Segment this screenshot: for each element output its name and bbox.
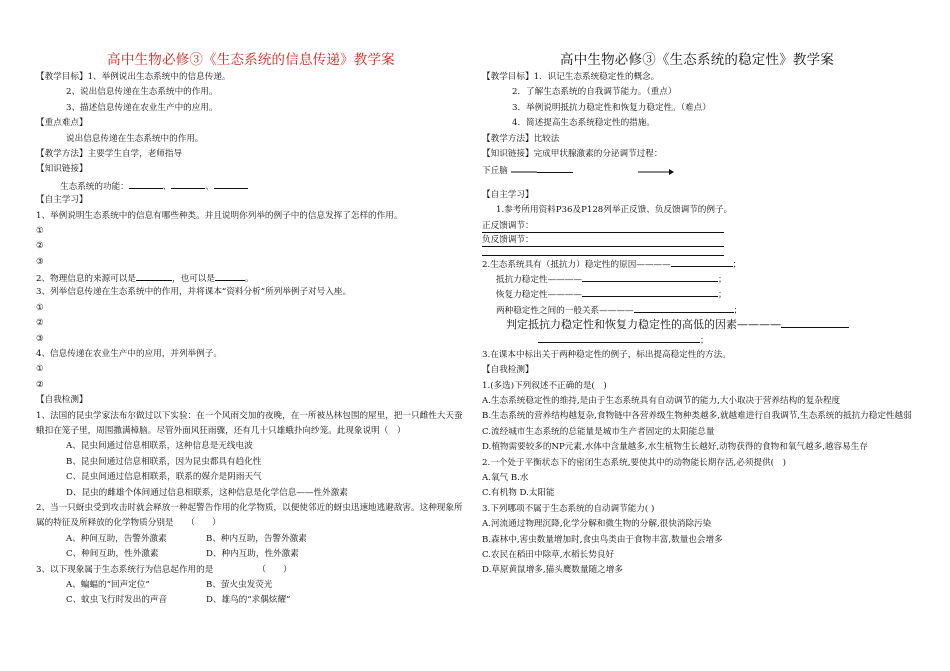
right-s2b: 恢复力稳定性———— ； (482, 286, 912, 301)
right-title: 高中生物必修③《生态系统的稳定性》教学案 (560, 52, 834, 68)
blank (214, 178, 248, 189)
left-q1-mark-1: ① (36, 225, 44, 236)
left-self-heading: 【自主学习】 (36, 195, 88, 206)
brain-label: 下丘脑 (482, 166, 508, 177)
left-c1-b: B、昆虫间通过信息相联系，因为昆虫都具有趋化性 (66, 456, 262, 467)
left-title: 高中生物必修③《生态系统的信息传递》教学案 (107, 52, 395, 68)
right-s1: 1.参考所用资料P36及P128列举正反馈、负反馈调节的例子。 (496, 205, 733, 216)
right-s2c: 两种稳定性之间的一般关系———— ； (482, 302, 912, 317)
left-goal-1: 【教学目标】1、举例说出生态系统中的信息传递。 (36, 72, 231, 82)
left-q4-mark-2: ② (36, 379, 44, 390)
right-pos-feedback: 正反馈调节： (482, 219, 724, 233)
right-self-heading: 【自主学习】 (482, 189, 534, 200)
right-k3-a: A.河流通过物理沉降,化学分解和微生物的分解,很快消除污染 (482, 519, 712, 530)
left-c2: 2、当一只蚜虫受到攻击时就会释放一种起警告作用的化学物质，以便使邻近的蚜虫迅速地逃避敌害。这种现象所属的特征及所释放的化学物质分别是 （ ） (36, 502, 463, 529)
left-q3: 3、列举信息传递在生态系统中的作用，并将课本“资料分析”所列举例子对号入座。 (36, 287, 352, 298)
left-c1-c: C、昆虫间通过信息相联系，联系的媒介是阴雨天气 (66, 472, 262, 483)
left-key-heading: 【重点难点】 (36, 118, 88, 129)
left-q1-mark-2: ② (36, 241, 44, 252)
left-q3-mark-2: ② (36, 318, 44, 329)
left-q4-mark-1: ① (36, 364, 44, 375)
right-neg-feedback: 负反馈调节： (482, 233, 724, 247)
left-c1-a: A、昆虫间通过信息相联系，这种信息是无线电波 (66, 441, 253, 452)
right-goal-4: 4．简述提高生态系统稳定性的措施。 (512, 118, 655, 129)
blank (129, 178, 163, 189)
left-q3-mark-3: ③ (36, 333, 44, 344)
right-brain-row (482, 162, 912, 177)
left-q1: 1、举例说明生态系统中的信息有哪些种类。并且说明你列举的例子中的信息发挥了怎样的作用。 (36, 210, 403, 221)
blank (215, 270, 245, 281)
left-q1-mark-3: ③ (36, 256, 44, 267)
left-c2-ab: A、种间互助，告警外激素 B、种内互助，告警外激素 (66, 533, 307, 544)
left-c3-cd: C、蚊虫飞行时发出的声音 D、雄鸟的“求偶炫耀” (66, 595, 291, 606)
right-k1: 1.(多选)下列叙述不正确的是( ) (482, 380, 607, 391)
blank (671, 256, 733, 267)
right-s2d-cont: ； (482, 332, 912, 347)
right-check-heading: 【自我检测】 (482, 365, 534, 376)
right-goal-1: 【教学目标】1．识记生态系统稳定性的概念。 (482, 72, 660, 82)
left-method: 【教学方法】主要学生自学，老师指导 (36, 148, 183, 159)
left-key-body: 说出信息传递在生态系统中的作用。 (66, 133, 204, 144)
left-c3: 3、以下现象属于生态系统行为信息起作用的是 （ ） (36, 564, 292, 575)
right-s2a: 抵抗力稳定性———— ； (482, 271, 912, 286)
left-goal-3: 3、描述信息传递在农业生产中的应用。 (66, 102, 218, 113)
right-k1-b: B.生态系统的营养结构越复杂,食物链中各营养级生物种类越多,就越难进行自我调节,生态系统的抵抗力稳定性越弱 (482, 411, 912, 422)
blank (538, 332, 700, 343)
blank (781, 317, 849, 328)
left-q4: 4、信息传递在农业生产中的应用，并列举例子。 (36, 349, 222, 360)
right-goal-2: 2．了解生态系统的自我调节能力。（重点） (512, 87, 677, 98)
left-c3-ab: A、蝙蝠的“回声定位” B、萤火虫发荧光 (66, 579, 273, 590)
right-link: 【知识链接】完成甲状腺激素的分泌调节过程： (482, 148, 663, 159)
blank (136, 270, 172, 281)
blank (582, 286, 718, 297)
left-c2-cd: C、种间互助，性外激素 D、种内互助，性外激素 (66, 549, 299, 560)
right-method: 【教学方法】比较法 (482, 133, 560, 144)
right-k2-ab: A.氧气 B.水 (482, 473, 529, 484)
left-link-heading: 【知识链接】 (36, 164, 88, 175)
left-goal-2: 2、说出信息传递在生态系统中的作用。 (66, 87, 218, 98)
right-k3-d: D.草原黄鼠增多,猫头鹰数量随之增多 (482, 565, 623, 576)
blank (537, 162, 573, 173)
right-k1-a: A.生态系统稳定性的维持,是由于生态系统具有自动调节的能力,大小取决于营养结构的复杂程度 (482, 396, 841, 407)
blank (171, 178, 205, 189)
arrow-icon (511, 167, 537, 175)
left-link-body: 生态系统的功能： 、 、 (36, 178, 466, 193)
right-k2: 2.一个处于平衡状态下的密闭生态系统,要使其中的动物能长期存活,必须提供( ) (482, 457, 786, 468)
right-s2d: 判定抵抗力稳定性和恢复力稳定性的高低的因素———— (482, 317, 912, 332)
right-body (482, 70, 912, 579)
left-body (36, 70, 466, 609)
right-k1-c: C.流经城市生态系统的总能量是城市生产者固定的太阳能总量 (482, 426, 715, 437)
right-arrow-icon (638, 167, 674, 175)
right-k3: 3.下列哪项不属于生态系统的自动调节能力( ) (482, 503, 655, 514)
left-c1: 1、法国的昆虫学家法布尔做过以下实验：在一个风雨交加的夜晚，在一所被丛林包围的屋里，把一只雌性大天蚕蛾扣在笼子里，周围撒满樟脑。尽管外面风狂雨骤，还有几十只雄蛾扑向纱笼。此现象说明（ ） (36, 410, 463, 436)
left-c1-d: D、昆虫的雌雄个体间通过信息相联系，这种信息是化学信息——性外激素 (66, 487, 348, 498)
left-q3-mark-1: ① (36, 302, 44, 313)
right-s2: 2.生态系统具有（抵抗力）稳定性的原因———— ； (482, 256, 912, 271)
right-goal-3: 3．举例说明抵抗力稳定性和恢复力稳定性。（难点） (512, 102, 711, 113)
right-k1-d: D.植物需要较多的NP元素,水体中含量越多,水生植物生长越好,动物获得的食物和氧气越多,越容易生存 (482, 442, 868, 453)
blank (582, 271, 718, 282)
right-k2-cd: C.有机物 D.太阳能 (482, 488, 555, 499)
blank-line (482, 247, 724, 256)
right-k3-b: B.森林中,害虫数量增加时,食虫鸟类由于食物丰富,数量也会增多 (482, 534, 723, 545)
right-s3: 3.在课本中标出关于两种稳定性的例子，标出提高稳定性的方法。 (482, 349, 731, 360)
left-q2: 2、物理信息的来源可以是 ，也可以是 。 (36, 270, 466, 285)
left-check-heading: 【自我检测】 (36, 395, 88, 406)
right-k3-c: C.农民在稻田中除草,水稻长势良好 (482, 549, 615, 560)
blank (634, 302, 734, 313)
